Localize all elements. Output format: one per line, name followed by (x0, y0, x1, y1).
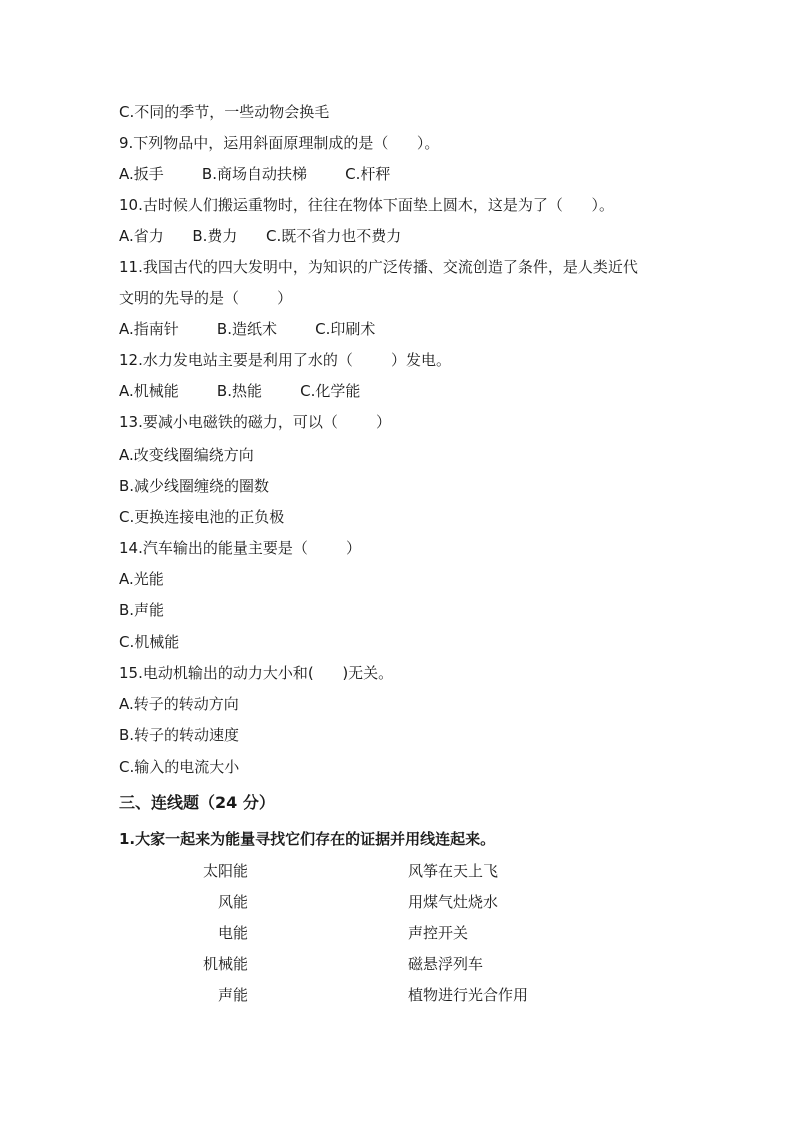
match-right-item: 用煤气灶烧水 (408, 893, 499, 911)
option-14b: B.声能 (119, 601, 165, 619)
options-9: A.扳手 B.商场自动扶梯 C.杆秤 (119, 165, 391, 183)
option-15c: C.输入的电流大小 (119, 758, 240, 776)
question-9: 9.下列物品中，运用斜面原理制成的是（ ）。 (119, 134, 440, 152)
question-10: 10.古时候人们搬运重物时，往往在物体下面垫上圆木，这是为了（ ）。 (119, 196, 614, 214)
option-15b: B.转子的转动速度 (119, 726, 240, 744)
option-13a: A.改变线圈编绕方向 (119, 446, 254, 464)
match-left-item: 风能 (217, 893, 248, 911)
option-8c: C.不同的季节，一些动物会换毛 (119, 103, 330, 121)
match-right-item: 植物进行光合作用 (408, 986, 529, 1004)
options-11: A.指南针 B.造纸术 C.印刷术 (119, 320, 376, 338)
option-13b: B.减少线圈缠绕的圈数 (119, 477, 270, 495)
options-12: A.机械能 B.热能 C.化学能 (119, 382, 361, 400)
options-10: A.省力 B.费力 C.既不省力也不费力 (119, 227, 402, 245)
question-13: 13.要减小电磁铁的磁力，可以（ ） (119, 413, 392, 431)
question-11-line2: 文明的先导的是（ ） (119, 289, 293, 307)
question-11-line1: 11.我国古代的四大发明中，为知识的广泛传播、交流创造了条件，是人类近代 (119, 258, 638, 276)
matching-question-title: 1.大家一起来为能量寻找它们存在的证据并用线连起来。 (119, 830, 496, 848)
match-left-item: 太阳能 (202, 862, 248, 880)
option-14a: A.光能 (119, 570, 164, 588)
match-left-item: 机械能 (202, 955, 248, 973)
option-14c: C.机械能 (119, 633, 180, 651)
section-title: 三、连线题（24 分） (119, 793, 275, 812)
option-15a: A.转子的转动方向 (119, 695, 239, 713)
match-left-item: 声能 (217, 986, 248, 1004)
match-right-item: 磁悬浮列车 (408, 955, 484, 973)
match-left-item: 电能 (217, 924, 248, 942)
option-13c: C.更换连接电池的正负极 (119, 508, 285, 526)
match-right-item: 声控开关 (408, 924, 469, 942)
question-12: 12.水力发电站主要是利用了水的（ ）发电。 (119, 351, 452, 369)
question-14: 14.汽车输出的能量主要是（ ） (119, 539, 362, 557)
question-15: 15.电动机输出的动力大小和( )无关。 (119, 664, 394, 682)
match-right-item: 风筝在天上飞 (408, 862, 499, 880)
